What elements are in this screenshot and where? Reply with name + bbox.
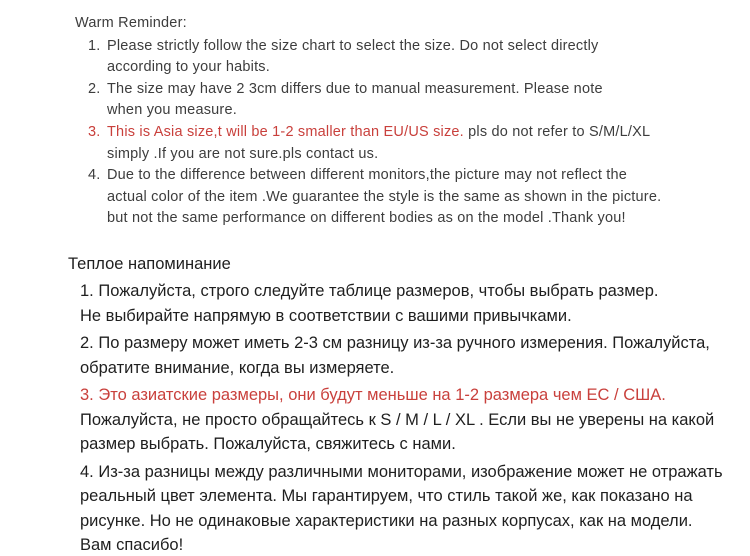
text-line: 2. По размеру может иметь 2-3 см разницу из-за ручного измерения. Пожалуйста, — [80, 334, 710, 353]
text-line: actual color of the item .We guarantee the style is the same as shown in the picture. — [107, 188, 662, 205]
ru-paragraph-3 — [80, 383, 732, 457]
text-line: размер выбрать. Пожалуйста, свяжитесь с нами. — [80, 435, 456, 454]
text-line: реальный цвет элемента. Мы гарантируем, что стиль такой же, как показано на — [80, 487, 693, 506]
text-line: обратите внимание, когда вы измеряете. — [80, 358, 395, 377]
text-line: The size may have 2 3cm differs due to manual measurement. Please note — [107, 80, 603, 97]
text-line: Пожалуйста, не просто обращайтесь к S / M / L / XL . Если вы не уверены на какой — [80, 410, 715, 429]
text-line: Please strictly follow the size chart to select the size. Do not select directly — [107, 37, 599, 54]
item-number: 4. — [88, 167, 101, 184]
asia-size-warning-ru: 3. Это азиатские размеры, они будут меньше на 1-2 размера чем ЕС / США. — [80, 386, 666, 405]
item-number: 1. — [88, 37, 101, 54]
text-line: but not the same performance on different bodies as on the model .Thank you! — [107, 210, 626, 227]
text-line: Due to the difference between different monitors,the picture may not reflect the — [107, 167, 628, 184]
asia-size-warning-en: This is Asia size,t will be 1-2 smaller than EU/US size. — [107, 123, 464, 140]
item-number: 2. — [88, 80, 101, 97]
list-item-1-en — [88, 36, 722, 79]
text-line: 4. Из-за разницы между различными мониторами, изображение может не отражать — [80, 462, 723, 481]
list-item-4-en — [88, 165, 722, 230]
text-line: when you measure. — [107, 102, 237, 119]
english-reminder-list — [88, 36, 722, 230]
text-line: Не выбирайте напрямую в соответствии с вашими привычками. — [80, 306, 572, 325]
text-line: Вам спасибо! — [80, 536, 184, 555]
text-line: рисунке. Но не одинаковые характеристики на разных корпусах, как на модели. — [80, 511, 693, 530]
item-text — [107, 165, 722, 230]
text-segment: pls do not refer to S/M/L/XL — [463, 123, 651, 140]
list-item-3-en — [88, 122, 722, 165]
english-reminder-section — [0, 0, 750, 230]
text-line: 1. Пожалуйста, строго следуйте таблице размеров, чтобы выбрать размер. — [80, 282, 659, 301]
item-text — [107, 122, 722, 165]
ru-paragraph-4 — [80, 460, 732, 556]
text-line — [107, 122, 722, 144]
russian-reminder-title: Теплое напоминание — [68, 254, 231, 273]
english-reminder-title: Warm Reminder: — [75, 15, 187, 31]
ru-paragraph-2 — [80, 331, 732, 380]
russian-reminder-section — [0, 252, 750, 556]
text-line: simply .If you are not sure.pls contact us. — [107, 145, 379, 162]
item-text — [107, 36, 722, 79]
ru-paragraph-1 — [80, 279, 732, 328]
text-line: according to your habits. — [107, 59, 270, 76]
item-number: 3. — [88, 123, 101, 140]
russian-reminder-list — [80, 279, 732, 556]
list-item-2-en — [88, 79, 722, 122]
item-text — [107, 79, 722, 122]
